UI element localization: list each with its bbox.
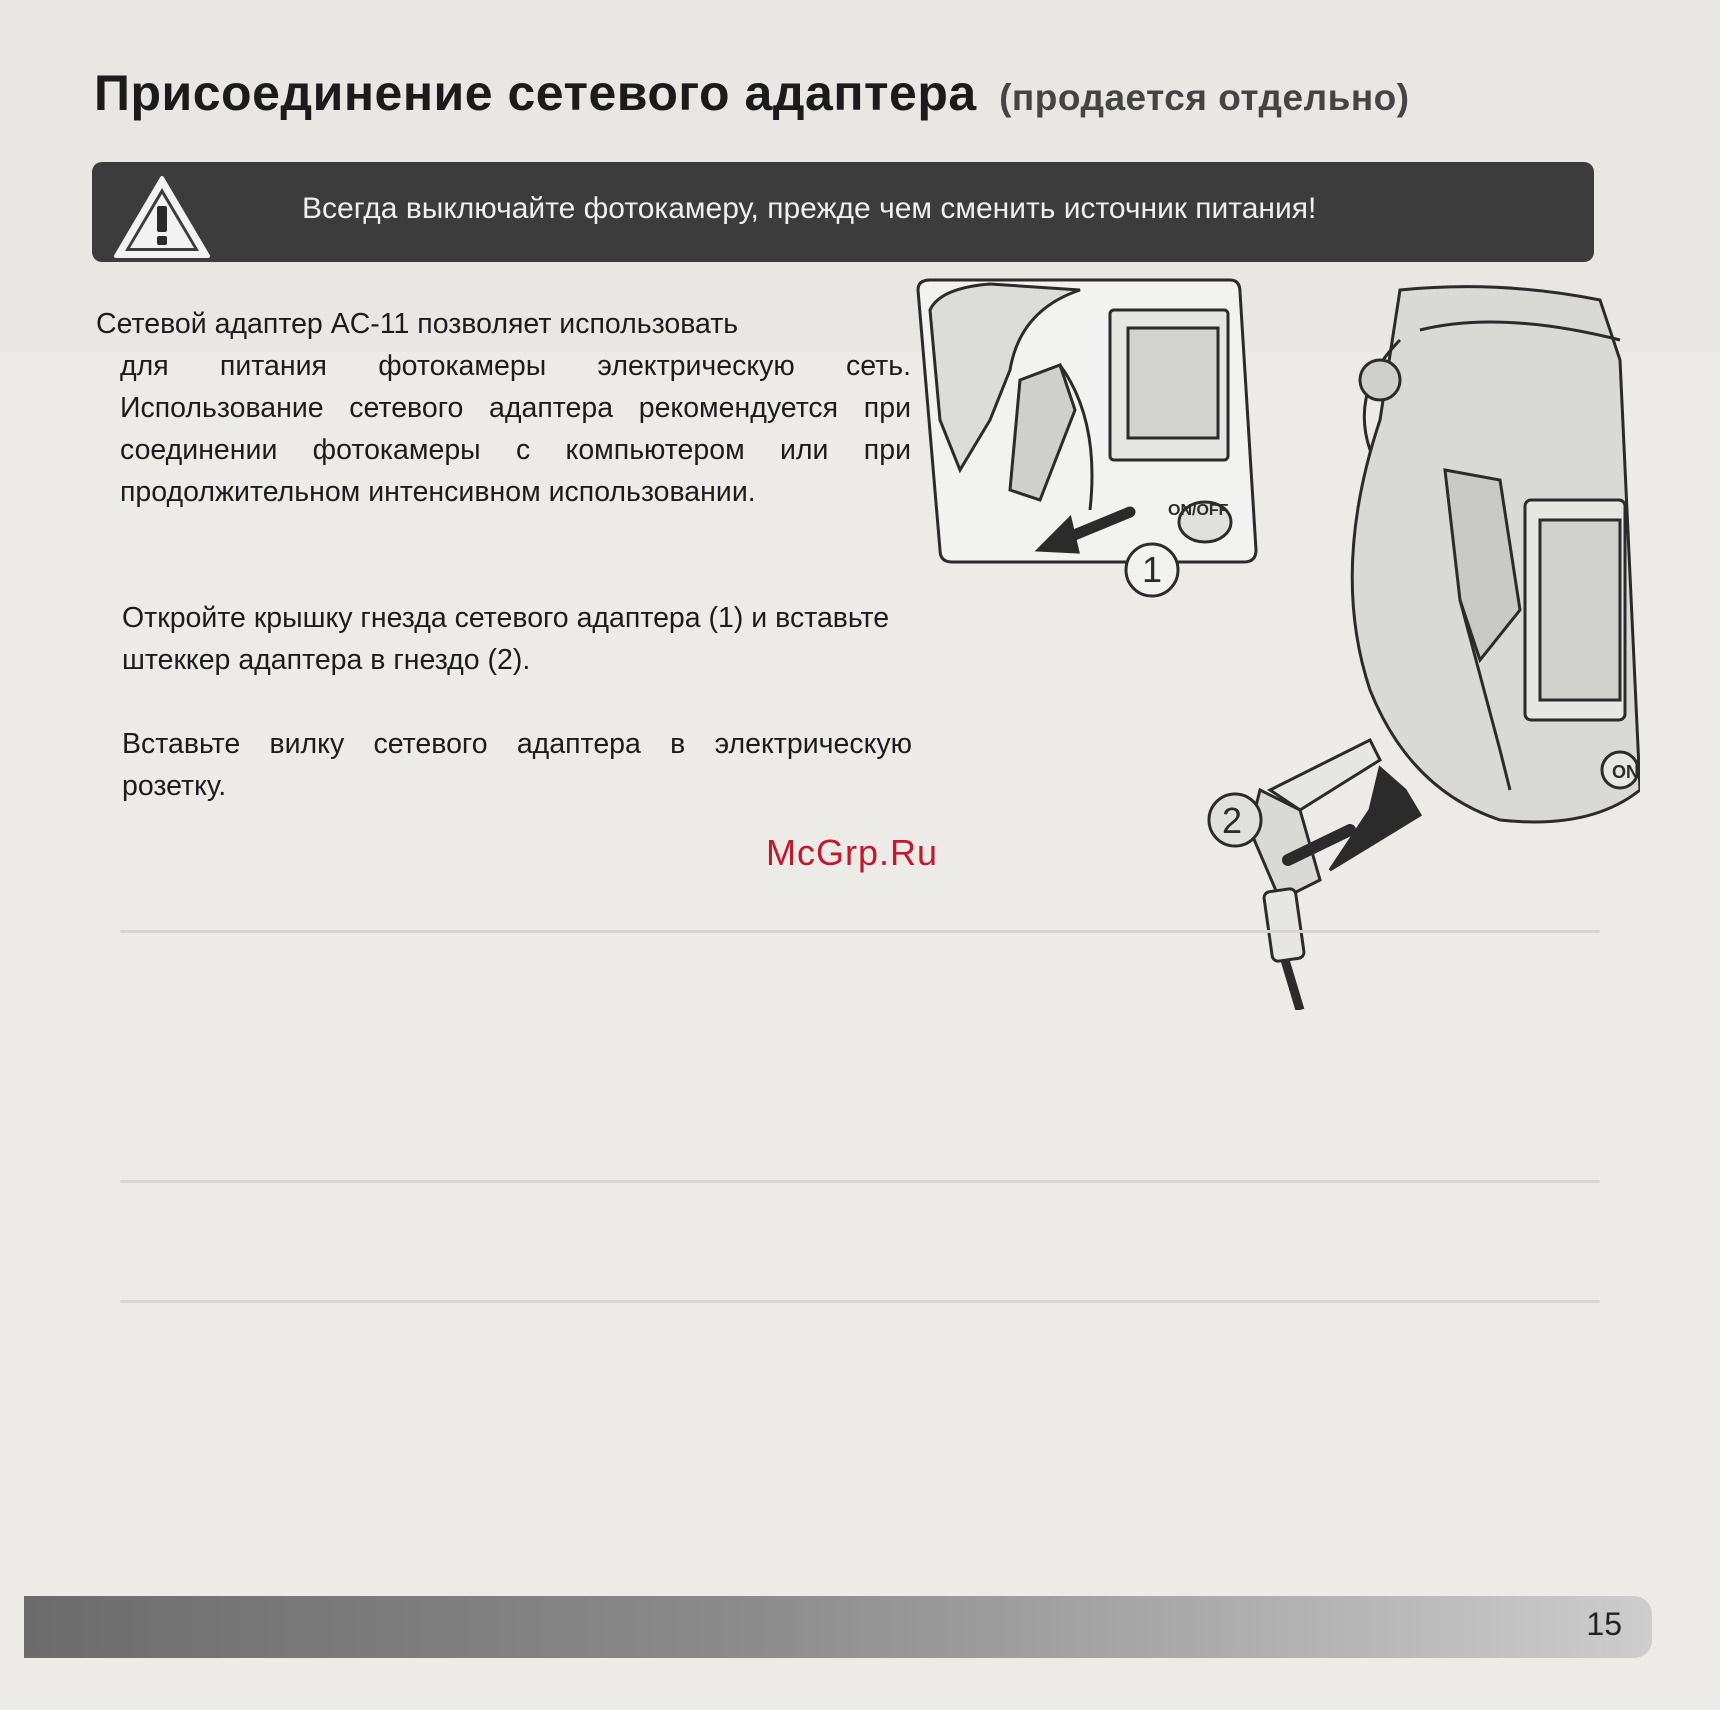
warning-triangle-icon	[112, 174, 212, 260]
page-title	[94, 64, 1410, 122]
page-number: 15	[1586, 1606, 1622, 1642]
step-2-label: 2	[1222, 800, 1243, 841]
adapter-plug	[1209, 740, 1420, 1010]
paragraph-continuation: для питания фотокамеры электрическую сеть. Использование сетевого адаптера рекомендуется при соединении фотокамеры с компьютером или при продолжительном интенсивном использовании.	[120, 350, 911, 508]
inset-detail	[918, 280, 1256, 596]
on-partial-label: ON	[1612, 762, 1639, 782]
title-main: Присоединение сетевого адаптера	[94, 65, 977, 121]
paragraph-first-line: Сетевой адаптер AC-11 позволяет использовать	[96, 308, 739, 340]
paragraph-adapter-intro	[96, 303, 911, 513]
faint-bleed-line	[120, 930, 1600, 933]
on-off-label: ON/OFF	[1168, 502, 1229, 519]
camera-adapter-illustration	[900, 270, 1640, 1010]
watermark: McGrp.Ru	[766, 832, 939, 873]
warning-banner	[92, 162, 1594, 262]
warning-text: Всегда выключайте фотокамеру, прежде чем сменить источник питания!	[302, 192, 1317, 225]
step-1-label: 1	[1142, 549, 1163, 590]
camera-body	[1352, 287, 1640, 822]
paragraph-open-cover: Откройте крышку гнезда сетевого адаптера (1) и вставьте штеккер адаптера в гнездо (2).	[122, 602, 890, 676]
paragraph-plug-in: Вставьте вилку сетевого адаптера в электрическую розетку.	[122, 728, 912, 802]
faint-bleed-line	[120, 1300, 1600, 1303]
footer-bar	[24, 1596, 1652, 1658]
faint-bleed-line	[120, 1180, 1600, 1183]
title-note: (продается отдельно)	[999, 77, 1410, 118]
